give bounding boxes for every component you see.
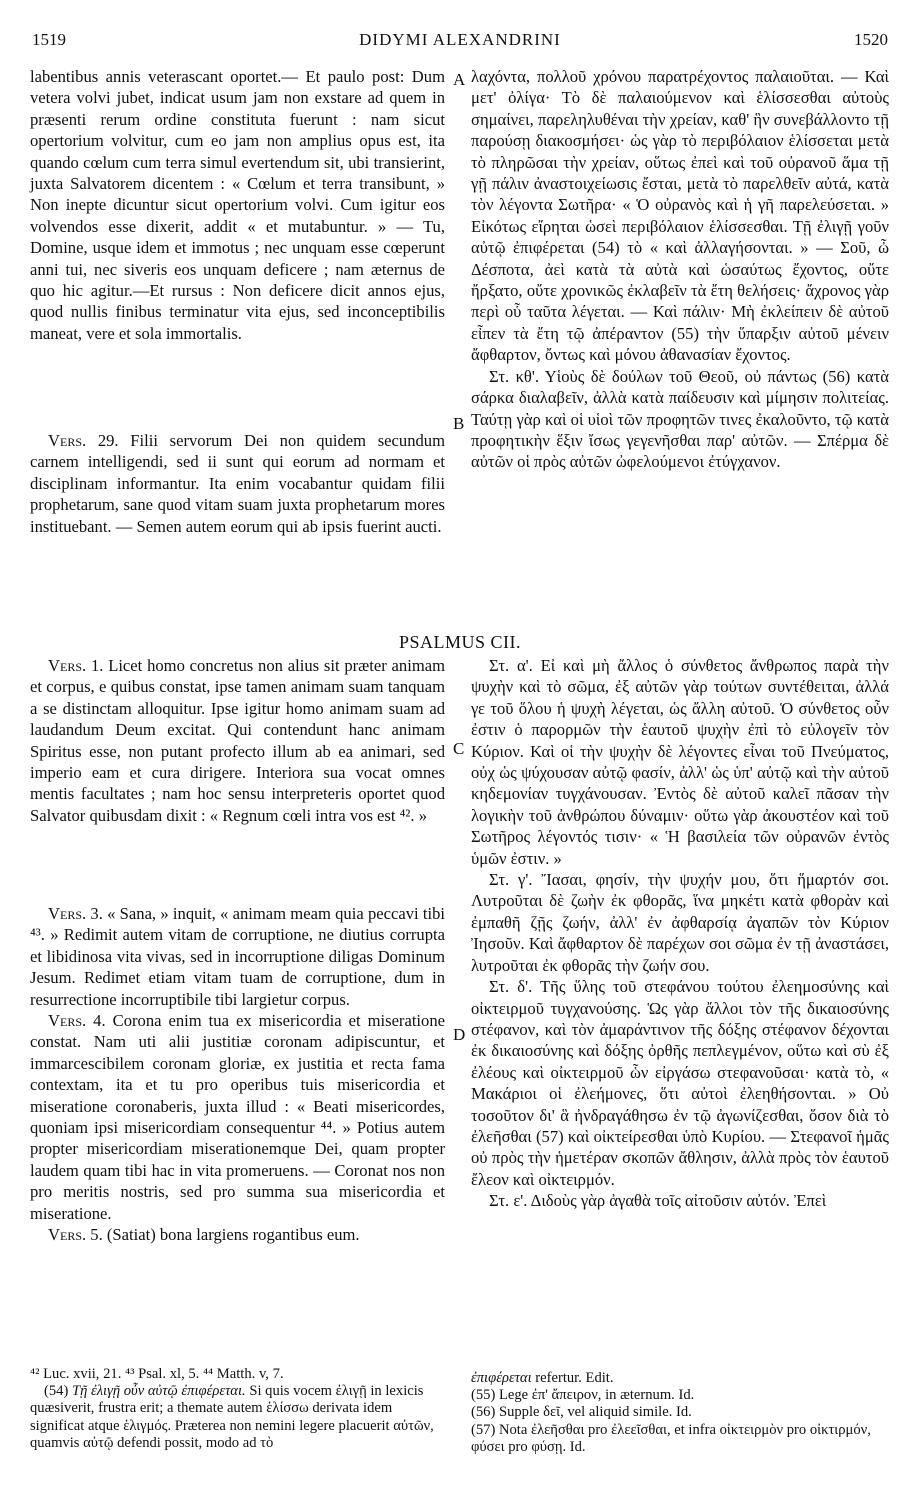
- footnote-56: (56) Supple δεῖ, vel aliquid simile. Id.: [471, 1404, 692, 1421]
- greek-paragraph-v5: Στ. ε'. Διδοὺς γὰρ ἀγαθὰ τοῖς αἰτοῦσιν αὐτόν. Ἐπεὶ: [489, 1191, 827, 1211]
- latin-paragraph-v3: [30, 903, 445, 1010]
- footnote-text: Si quis vocem ἐλιγῇ in lexicis quæsiverit, frustra erit; a themate autem ἑλίσσω derivata idem significat atque ἑλιγμός. Præterea non nemini legere placuerit αὐτῶν, quamvis αὐτῷ defendi possit, modo ad τὸ: [30, 1383, 434, 1451]
- footnote-54: [30, 1383, 445, 1452]
- greek-column-psalm: [471, 655, 889, 1212]
- greek-paragraph-v1: Στ. α'. Εἰ καὶ μὴ ἄλλος ὁ σύνθετος ἄνθρωπος παρὰ τὴν ψυχὴν καὶ τὸ σῶμα, ἐξ αὐτῶν γὰρ τούτων συντέθειται, ἀλλά γε τοῦ ὅλου ἡ ψυχὴ λέγεται, ὡς ἄλλη αὐτοῦ. Ὁ σύνθετος οὖν ἐστιν ὁ παρορμῶν τὴν ἑαυτοῦ ψυχὴν ἐπὶ τὸ εὐλογεῖν τὸν Κύριον. Καὶ οἱ τὴν ψυχὴν δὲ λέγοντες εἶναι τοῦ Πνεύματος, οὐχ ὡς ψύχουσαν αὐτῷ φασίν, ἀλλ' ὡς ὑπ' αὐτῷ καὶ τὴν αὐτοῦ κηδεμονίαν τυγχάνουσαν. Ἐντὸς δὲ αὐτοῦ καλεῖ πᾶσαν τὴν λογικὴν τοῦ ἀνθρώπου δύναμιν· οὕτω γὰρ ἀκουστέον καὶ τοῦ Σωτῆρος λέγοντός τισιν· « Ἡ βασιλεία τῶν οὐρανῶν ἐντὸς ὑμῶν ἐστιν. »: [471, 656, 889, 868]
- greek-paragraph-v3: Στ. γ'. Ἴασαι, φησίν, τὴν ψυχήν μου, ὅτι ἥμαρτόν σοι. Λυτροῦται δὲ ζωὴν ἐκ φθορᾶς, ἵνα μηκέτι κατὰ φθορὰν καὶ ἐμπαθῆ ζῇς ζωήν, ἀλλ' ἐν ἀφθαρσίᾳ ἀγαπῶν τὸν Κύριον Ἰησοῦν. Καὶ ἄφθαρτον δὲ παρέχων σοι σῶμα ἐν τῇ ἀναστάσει, λυτροῦται ἐκ φθορᾶς τὴν ζωήν σου.: [471, 870, 889, 975]
- verse-text: (Satiat) bona largiens rogantibus eum.: [102, 1225, 360, 1245]
- footnote-number: (54): [44, 1383, 72, 1400]
- page-header: [0, 30, 920, 56]
- greek-column-top: [471, 66, 889, 473]
- verse-label: Vers. 3.: [48, 904, 103, 923]
- verse-text: Filii servorum Dei non quidem secundum carnem intelligendi, sed ii sunt qui eorum ad normam et disciplinam informantur. Ita enim vocabantur quidam filii prophetarum, sane quod vitam suam juxta prophetarum mores instituebant. — Semen autem eorum qui ab ipsis fuerint aucti.: [30, 431, 445, 536]
- latin-paragraph-v4: [30, 1010, 445, 1224]
- psalm-heading: PSALMUS CII.: [398, 632, 522, 652]
- latin-paragraph-v1: [30, 655, 445, 826]
- verse-label: Vers. 1.: [48, 656, 104, 675]
- footnote-55: (55) Lege ἐπ' ἄπειρον, in æternum. Id.: [471, 1387, 695, 1404]
- latin-column-psalm: [30, 655, 445, 826]
- margin-marker-c: C: [453, 739, 465, 758]
- greek-paragraph-v4: Στ. δ'. Τῆς ὕλης τοῦ στεφάνου τούτου ἐλεημοσύνης καὶ οἰκτειρμοῦ τυγχανούσης. Ὡς γὰρ ἄλλοι τὸν τῆς δικαιοσύνης στέφανον, καὶ τὸν ἀμαράντινον τῆς δόξης στέφανον δέχονται ἐκ δικαιοσύνης καὶ δόξης ὀρθῆς πεπλεγμένον, οὕτω καὶ σὺ ἐξ ἐλέους καὶ οἰκτειρμοῦ ὧν εἰργάσω στεφανοῦσαι· κατὰ τὸ, « Μακάριοι οἱ ἐλεήμονες, ὅτι αὐτοὶ ἐλεηθήσονται. » Οὐ τοσοῦτον δι' ἃ ἠνδραγάθησω ἐν τῷ ἀγωνίζεσθαι, ὅσον διὰ τὸ ἐλεῆσθαι (57) καὶ οἰκτείρεσθαι ὑπὸ Κυρίου. — Στεφανοῖ ἡμᾶς οὐ πρὸς τὴν ἡμετέραν σκοπῶν ἄθλησιν, ἀλλὰ πρὸς τὸν ἑαυτοῦ ἔλεον καὶ οἰκτειρμόν.: [471, 977, 889, 1189]
- footnote-lemma: ἐπιφέρεται: [471, 1370, 532, 1386]
- footnote-57: (57) Nota ἐλεῆσθαι pro ἐλεεῖσθαι, et infra οἰκτειρμὸν pro οἰκτιρμόν, φύσει pro φύσῃ. Id.: [471, 1421, 871, 1455]
- greek-paragraph-top: λαχόντα, πολλοῦ χρόνου παρατρέχοντος παλαιοῦται. — Καὶ μετ' ὀλίγα· Τὸ δὲ παλαιούμενον καὶ ἑλίσσεσθαι αὐτοὺς σημαίνει, παρεληλυθέναι τὴν χρείαν, καθ' ἣν συνεβάλλοντο τῇ παρούσῃ διακοσμήσει· ὡς γὰρ τὸ περιβόλαιον ἑλίσσεται μετὰ τὸ πληρῶσαι τὴν χρείαν, οὕτως ἐπεὶ καὶ τοῦ οὐρανοῦ ἅμα τῇ γῇ πάλιν ἀναστοιχείωσις ἔσται, μετὰ τὸ παρελθεῖν αὐτά, κατὰ τὸν λέγοντα Σωτῆρα· « Ὁ οὐρανὸς καὶ ἡ γῆ παρελεύσεται. » Εἰκότως εἴρηται ὡσεὶ περιβόλαιον ἑλίσσεσθαι. Τῇ ἐλιγῇ γοῦν αὐτῷ ἐπιφέρεται (54) τὸ « καὶ ἀλλαγήσονται. » — Σοῦ, ὦ Δέσποτα, ἀεὶ κατὰ τὰ αὐτὰ καὶ ὡσαύτως ἔχοντος, οὔτε ἤρξατο, οὔτε χρονικῶς ἐκλαβεῖν τὰ ἔτη θελήσεις· ἄχρονος γὰρ περὶ οὗ ταῦτα λέγεται. — Καὶ πάλιν· Μὴ ἐκλείπειν δὲ αὐτοῦ εἶπεν τὰ ἔτη τῷ ἀπέραντον (55) τὴν ὕπαρξιν αὐτοῦ μένειν ἄφθαρτον, ὄντως καὶ μόνου ἀθανασίαν ἔχοντος.: [471, 67, 889, 365]
- page-number-left: 1519: [32, 30, 66, 49]
- verse-text: Corona enim tua ex misericordia et miseratione constat. Nam uti alii justitiæ coronam adipiscuntur, et immarcescibilem coronam gloriæ, ex justitia et recta fama contextam, ita et tu pro operibus tuis misericordia et miseratione coronaberis, juxta illud : « Beati misericordes, quoniam ipsi misericordiam consequentur ⁴⁴. » Potius autem propter misericordiam miserationemque Dei, quam propter laudem quam tibi hac in vita promeruens. — Coronat nos non pro meritis nostris, sed pro summa sua misericordia et miseratione.: [30, 1011, 446, 1223]
- footnote-continuation: [471, 1370, 889, 1387]
- scripture-references: ⁴² Luc. xvii, 21. ⁴³ Psal. xl, 5. ⁴⁴ Matth. v, 7.: [30, 1366, 284, 1382]
- verse-label: Vers. 29.: [48, 431, 119, 450]
- footnote-lemma: Τῇ ἐλιγῇ οὖν αὐτῷ ἐπιφέρεται.: [71, 1383, 246, 1400]
- verse-label: Vers. 5.: [48, 1225, 103, 1245]
- greek-paragraph-v29: Στ. κθ'. Υἱοὺς δὲ δούλων τοῦ Θεοῦ, οὐ πάντως (56) κατὰ σάρκα διαλαβεῖν, ἀλλὰ κατὰ παίδευσιν καὶ μίμησιν πολιτείας. Ταύτῃ γὰρ καὶ οἱ υἱοὶ τῶν προφητῶν τινες ἐκαλοῦντο, τῷ κατὰ προφητικὴν ἕξιν ἴσως γεγενῆσθαι παρ' αὐτῶν. — Σπέρμα δὲ αὐτῶν οἱ πρὸς αὐτῶν ὠφελούμενοι ἐτύγχανον.: [471, 366, 889, 472]
- latin-column-top: [30, 66, 445, 344]
- footnote-text: refertur. Edit.: [531, 1370, 614, 1386]
- latin-paragraph-v5: [30, 1224, 445, 1245]
- latin-paragraph-v29: [30, 430, 445, 537]
- latin-column-v29: [30, 430, 445, 537]
- latin-column-v3-v5: [30, 903, 445, 1246]
- footnotes-right: [471, 1370, 889, 1456]
- latin-paragraph-top: labentibus annis veterascant oportet.— Et paulo post: Dum vetera volvi jubet, indicat usum jam non exstare ad quem in præsenti rerum ordine constituta fuerunt : nam sicut opertorium volvitur, cum eo jam non amplius opus est, ita quando cœlum cum terra simul evertendum sit, ubi transierint, juxta Salvatorem dicentem : « Cœlum et terra transibunt, » Non inepte dicuntur sicut opertorium volvi. Cum igitur eos volvendos esse dixerit, addit « et mutabuntur. » — Tu, Domine, usque idem et immotus ; nec unquam esse cœperunt anni tui, nec siveris eos unquam deficere ; nam æternus de quo hic agitur.—Et rursus : Non deficere dicit annos ejus, quod nullis finibus terminatur vita ejus, sed inconceptibilis maneat, vere et sola immortalis.: [30, 67, 445, 343]
- verse-text: Licet homo concretus non alius sit præter animam et corpus, e quibus constat, ipse tamen animam suam tanquam a se distinctam alloquitur. Ipse igitur homo animam suam ad laudandum Deum excitat. Qui contendunt hanc animam Spiritus esse, non putant profecto illum ab ea animari, sed imperio eam et cura dirigere. Interiora sua vocat omnes mentis facultates ; nam hoc sensu interpreteris oportet quod Salvator quibusdam dixit : « Regnum cœli intra vos est ⁴². »: [30, 656, 446, 825]
- margin-marker-d: D: [453, 1025, 466, 1044]
- page-number-right: 1520: [854, 30, 888, 49]
- verse-text: « Sana, » inquit, « animam meam quia peccavi tibi ⁴³. » Redimit autem vitam de corruptione, ne diutius corrupta et libidinosa vita vivas, sed in incorruptione diligas Dominum Jesum. Redimet etiam vitam tuam de corruptione, dum in resurrectione incorruptibile tibi largietur corpus.: [30, 904, 446, 1009]
- verse-label: Vers. 4.: [48, 1011, 106, 1031]
- margin-marker-a: A: [453, 70, 466, 89]
- footnotes-left: [30, 1366, 445, 1452]
- running-title: DIDYMI ALEXANDRINI: [359, 30, 561, 49]
- margin-marker-b: B: [453, 414, 465, 433]
